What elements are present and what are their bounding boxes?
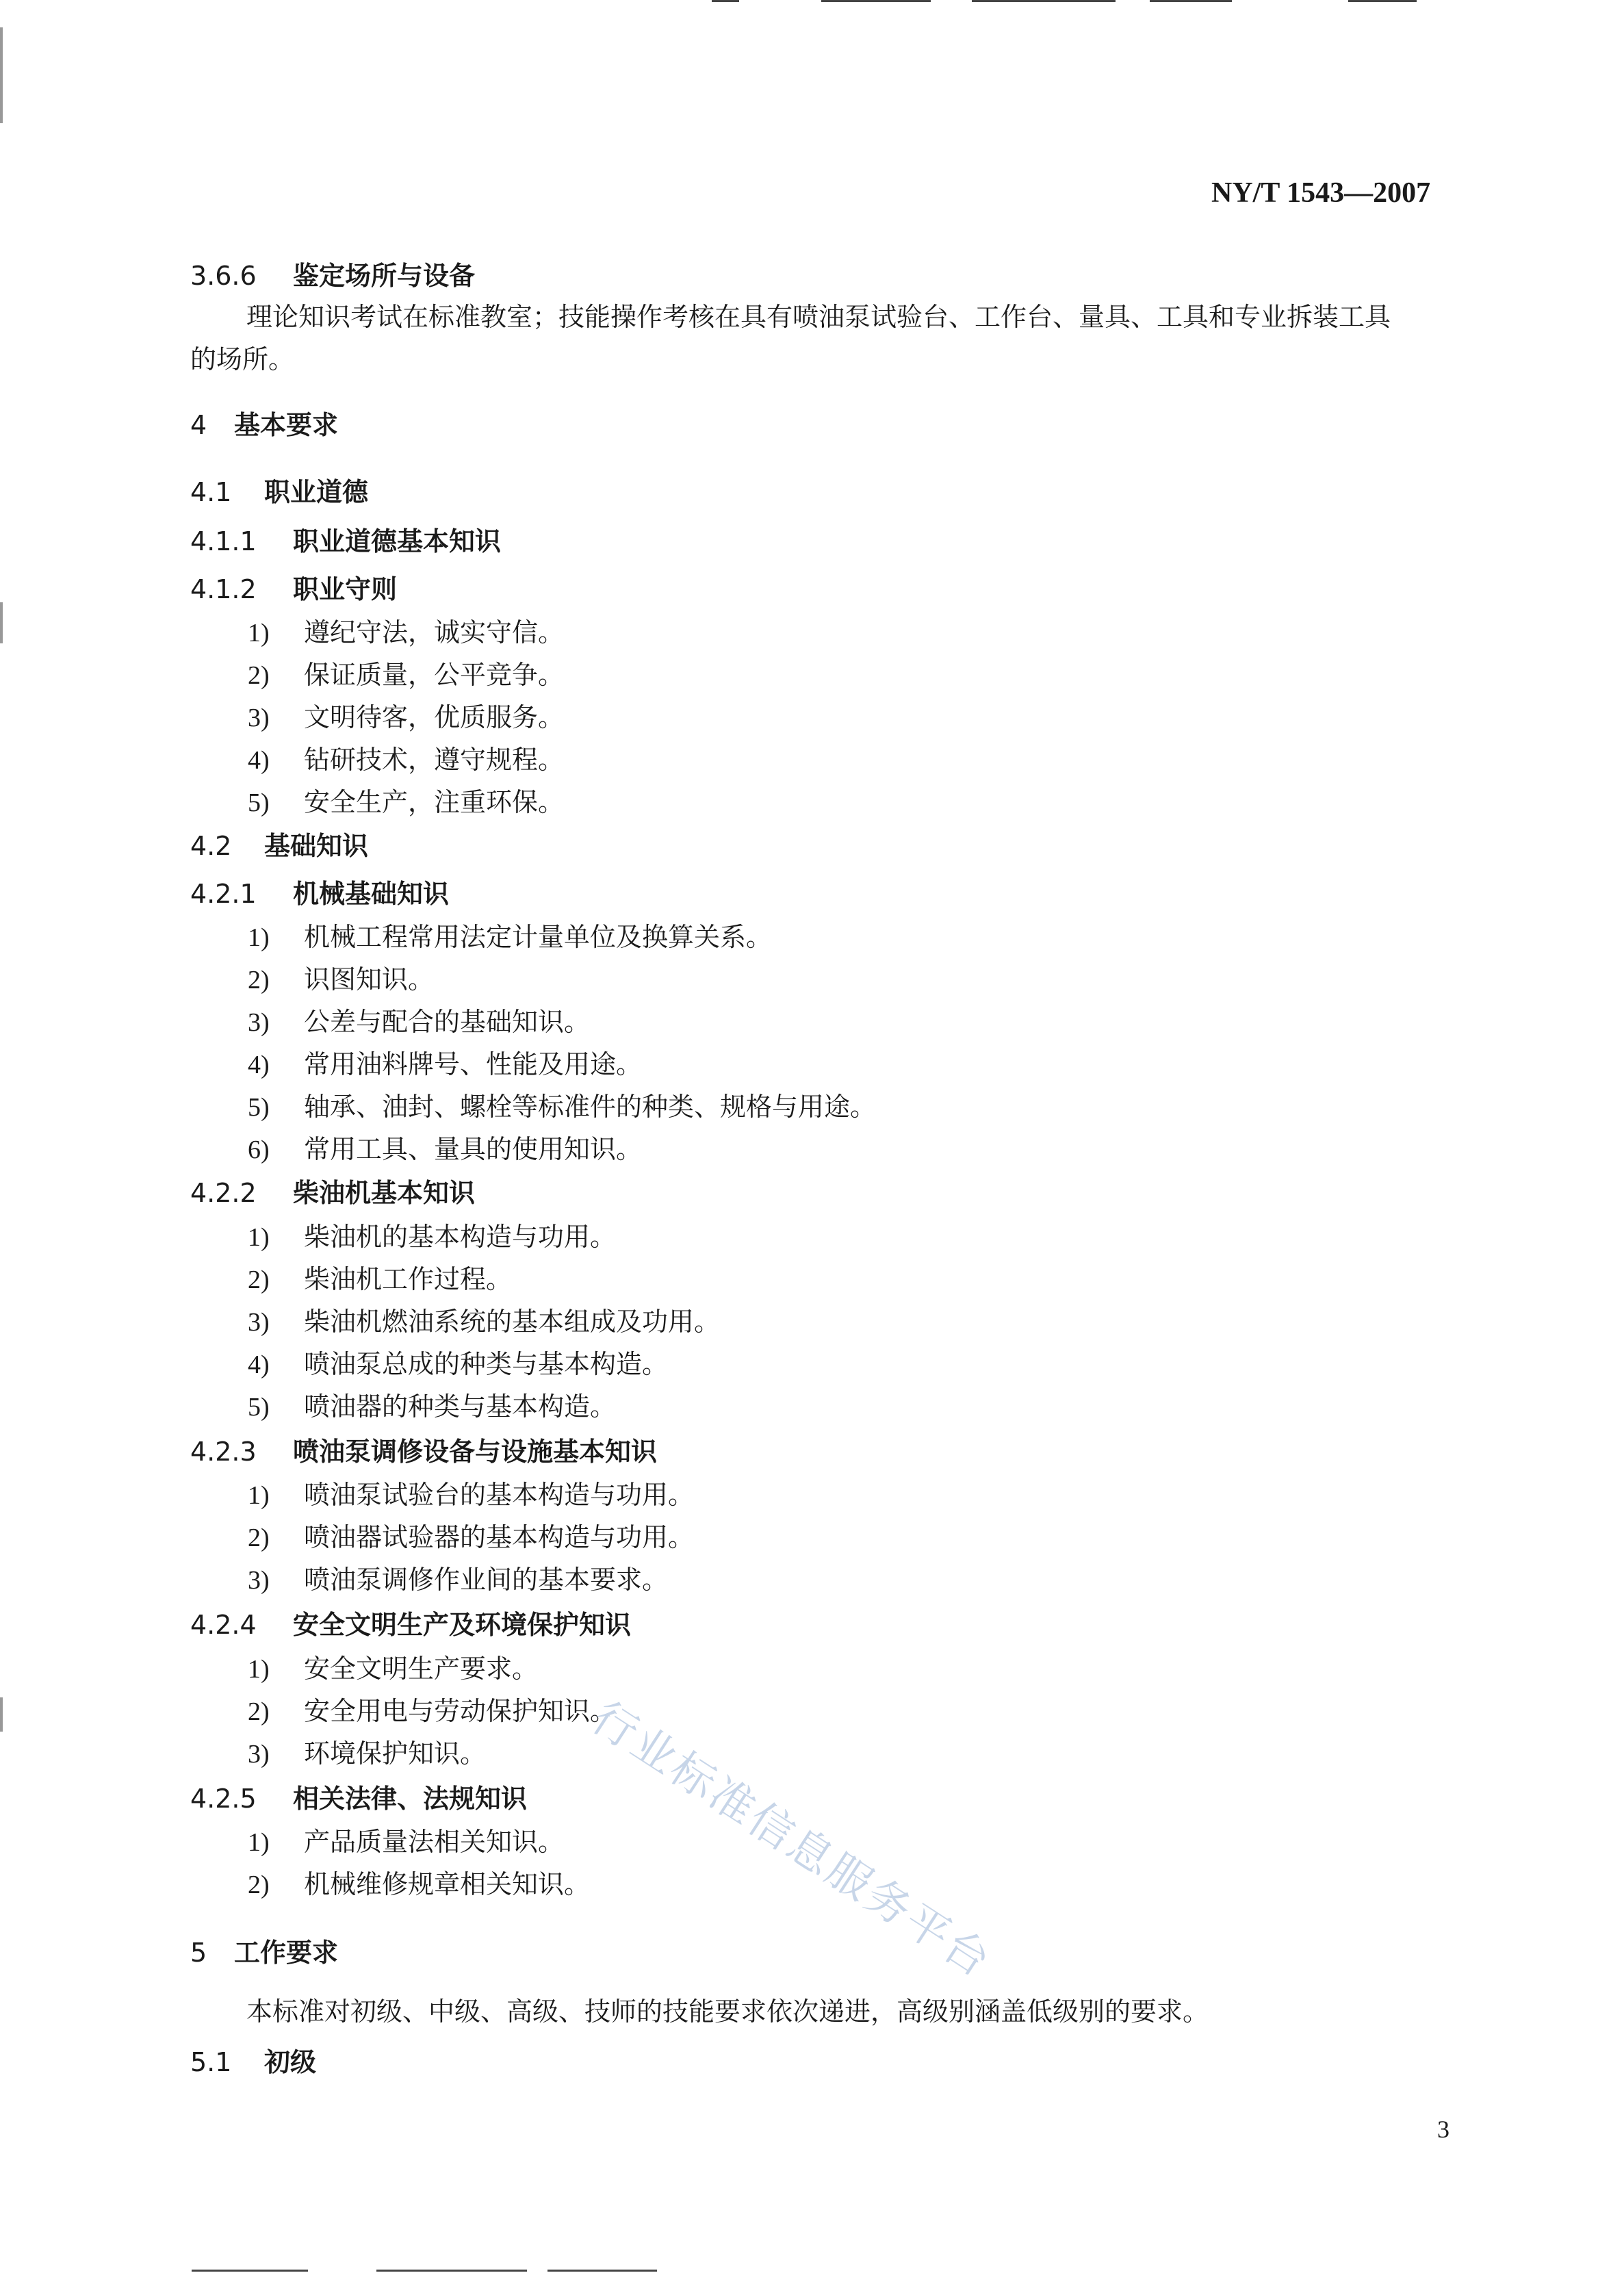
list-item-number: 2) xyxy=(248,1524,270,1552)
section-heading xyxy=(190,568,397,606)
list-item xyxy=(248,1086,876,1123)
list-item xyxy=(248,1043,642,1081)
list-item xyxy=(248,1474,694,1511)
list-item-number: 3) xyxy=(248,1308,270,1337)
section-heading xyxy=(190,1931,338,1969)
list-item xyxy=(248,1385,616,1423)
section-number: 5 xyxy=(190,1938,207,1968)
section-title: 职业守则 xyxy=(293,574,398,604)
list-item-number: 1) xyxy=(248,1655,270,1684)
section-number: 4.1.2 xyxy=(190,574,257,604)
list-item-number: 5) xyxy=(248,1093,270,1122)
list-item xyxy=(248,958,434,996)
list-item-number: 5) xyxy=(248,788,270,817)
section-number: 4 xyxy=(190,410,207,440)
scan-bottom-mark xyxy=(192,2270,308,2272)
list-item xyxy=(248,1001,590,1038)
paragraph-line: 理论知识考试在标准教室；技能操作考核在具有喷油泵试验台、工作台、量具、工具和专业拆装工具 xyxy=(246,302,1391,332)
list-item xyxy=(248,1216,616,1253)
list-item-text: 喷油泵调修作业间的基本要求。 xyxy=(304,1565,669,1595)
list-item-text: 安全生产，注重环保。 xyxy=(304,787,565,817)
section-number: 4.1.1 xyxy=(190,526,257,556)
section-title: 基础知识 xyxy=(264,831,369,861)
list-item-text: 钻研技术，遵守规程。 xyxy=(304,745,565,775)
list-item-text: 机械工程常用法定计量单位及换算关系。 xyxy=(304,922,773,952)
list-item-text: 安全用电与劳动保护知识。 xyxy=(304,1696,617,1726)
list-item xyxy=(248,1647,538,1685)
list-item xyxy=(248,781,564,819)
list-item xyxy=(248,1258,512,1296)
scan-edge-mark xyxy=(0,27,3,123)
section-heading xyxy=(190,404,338,441)
list-item-text: 柴油机的基本构造与功用。 xyxy=(304,1222,617,1252)
list-item-number: 4) xyxy=(248,1350,270,1379)
list-item-number: 2) xyxy=(248,1871,270,1899)
list-item-text: 常用油料牌号、性能及用途。 xyxy=(304,1049,643,1079)
page-number: 3 xyxy=(1437,2116,1449,2143)
list-item xyxy=(248,696,564,734)
scan-bottom-mark xyxy=(376,2270,527,2272)
section-title: 工作要求 xyxy=(234,1938,339,1968)
list-item-number: 3) xyxy=(248,1566,270,1595)
list-item xyxy=(248,916,772,953)
list-item-number: 2) xyxy=(248,1266,270,1294)
list-item-text: 识图知识。 xyxy=(304,964,435,994)
section-number: 5.1 xyxy=(190,2047,232,2077)
list-item-number: 1) xyxy=(248,619,270,647)
section-title: 相关法律、法规知识 xyxy=(293,1784,528,1814)
list-item xyxy=(248,1558,668,1596)
section-heading xyxy=(190,1777,527,1815)
list-item-text: 常用工具、量具的使用知识。 xyxy=(304,1134,643,1164)
section-number: 4.2.1 xyxy=(190,879,257,909)
list-item-text: 喷油泵试验台的基本构造与功用。 xyxy=(304,1480,695,1510)
watermark: 行业标准信息服务平台 xyxy=(582,1692,1001,1988)
list-item-text: 柴油机工作过程。 xyxy=(304,1264,513,1294)
section-number: 4.1 xyxy=(190,477,232,507)
section-title: 柴油机基本知识 xyxy=(293,1178,476,1208)
list-item-number: 1) xyxy=(248,1223,270,1252)
list-item xyxy=(248,1821,564,1858)
section-title: 安全文明生产及环境保护知识 xyxy=(293,1610,632,1640)
list-item-text: 柴油机燃油系统的基本组成及功用。 xyxy=(304,1307,721,1337)
section-title: 初级 xyxy=(264,2047,317,2077)
list-item-number: 2) xyxy=(248,661,270,690)
section-number: 4.2.5 xyxy=(190,1784,257,1814)
list-item-text: 遵纪守法，诚实守信。 xyxy=(304,617,565,647)
list-item-number: 5) xyxy=(248,1393,270,1422)
list-item xyxy=(248,1516,694,1554)
list-item xyxy=(248,654,564,691)
paragraph-line: 本标准对初级、中级、高级、技师的技能要求依次递进，高级别涵盖低级别的要求。 xyxy=(246,1996,1209,2027)
scan-bottom-mark xyxy=(547,2270,657,2272)
section-title: 职业道德 xyxy=(264,477,369,507)
scan-top-mark xyxy=(1150,0,1232,2)
list-item xyxy=(248,611,564,649)
list-item xyxy=(248,1343,668,1381)
list-item-number: 3) xyxy=(248,1740,270,1769)
section-title: 基本要求 xyxy=(234,410,339,440)
scan-top-mark xyxy=(712,0,739,2)
paragraph xyxy=(246,1990,1209,2033)
section-number: 4.2.3 xyxy=(190,1437,257,1467)
list-item-number: 1) xyxy=(248,923,270,952)
scan-top-mark xyxy=(821,0,931,2)
section-heading xyxy=(190,1172,475,1209)
section-title: 机械基础知识 xyxy=(293,879,450,909)
list-item-number: 2) xyxy=(248,966,270,994)
list-item-text: 产品质量法相关知识。 xyxy=(304,1827,565,1857)
list-item-text: 公差与配合的基础知识。 xyxy=(304,1007,591,1037)
list-item-text: 保证质量，公平竞争。 xyxy=(304,660,565,690)
section-heading xyxy=(190,255,475,292)
section-title: 鉴定场所与设备 xyxy=(293,261,476,291)
scan-top-mark xyxy=(972,0,1116,2)
list-item xyxy=(248,1300,720,1338)
section-heading xyxy=(190,873,449,910)
list-item xyxy=(248,1863,590,1901)
list-item-text: 安全文明生产要求。 xyxy=(304,1654,539,1684)
list-item xyxy=(248,1732,486,1770)
list-item-text: 喷油器的种类与基本构造。 xyxy=(304,1391,617,1422)
list-item-number: 3) xyxy=(248,704,270,732)
scan-top-mark xyxy=(1348,0,1417,2)
section-number: 3.6.6 xyxy=(190,261,257,291)
scan-edge-mark xyxy=(0,1697,3,1732)
list-item xyxy=(248,1128,642,1166)
section-heading xyxy=(190,825,368,862)
list-item-number: 2) xyxy=(248,1697,270,1726)
list-item-number: 1) xyxy=(248,1828,270,1857)
scan-edge-mark xyxy=(0,602,3,643)
list-item-number: 4) xyxy=(248,746,270,775)
list-item-text: 轴承、油封、螺栓等标准件的种类、规格与用途。 xyxy=(304,1092,877,1122)
paragraph-line: 的场所。 xyxy=(190,344,295,374)
list-item-text: 机械维修规章相关知识。 xyxy=(304,1869,591,1899)
paragraph xyxy=(190,296,1391,381)
section-number: 4.2.4 xyxy=(190,1610,257,1640)
list-item-text: 环境保护知识。 xyxy=(304,1738,487,1769)
list-item xyxy=(248,1690,616,1728)
list-item-number: 1) xyxy=(248,1481,270,1510)
section-heading xyxy=(190,520,501,558)
section-title: 喷油泵调修设备与设施基本知识 xyxy=(293,1437,658,1467)
list-item-number: 3) xyxy=(248,1008,270,1037)
list-item-number: 6) xyxy=(248,1135,270,1164)
list-item-number: 4) xyxy=(248,1051,270,1079)
section-heading xyxy=(190,1604,631,1641)
section-heading xyxy=(190,471,368,509)
list-item xyxy=(248,739,564,776)
section-number: 4.2 xyxy=(190,831,232,861)
standard-code: NY/T 1543—2007 xyxy=(1211,177,1431,209)
section-heading xyxy=(190,2041,316,2079)
section-title: 职业道德基本知识 xyxy=(293,526,502,556)
list-item-text: 喷油器试验器的基本构造与功用。 xyxy=(304,1522,695,1552)
section-heading xyxy=(190,1430,657,1468)
section-number: 4.2.2 xyxy=(190,1178,257,1208)
list-item-text: 文明待客，优质服务。 xyxy=(304,702,565,732)
list-item-text: 喷油泵总成的种类与基本构造。 xyxy=(304,1349,669,1379)
